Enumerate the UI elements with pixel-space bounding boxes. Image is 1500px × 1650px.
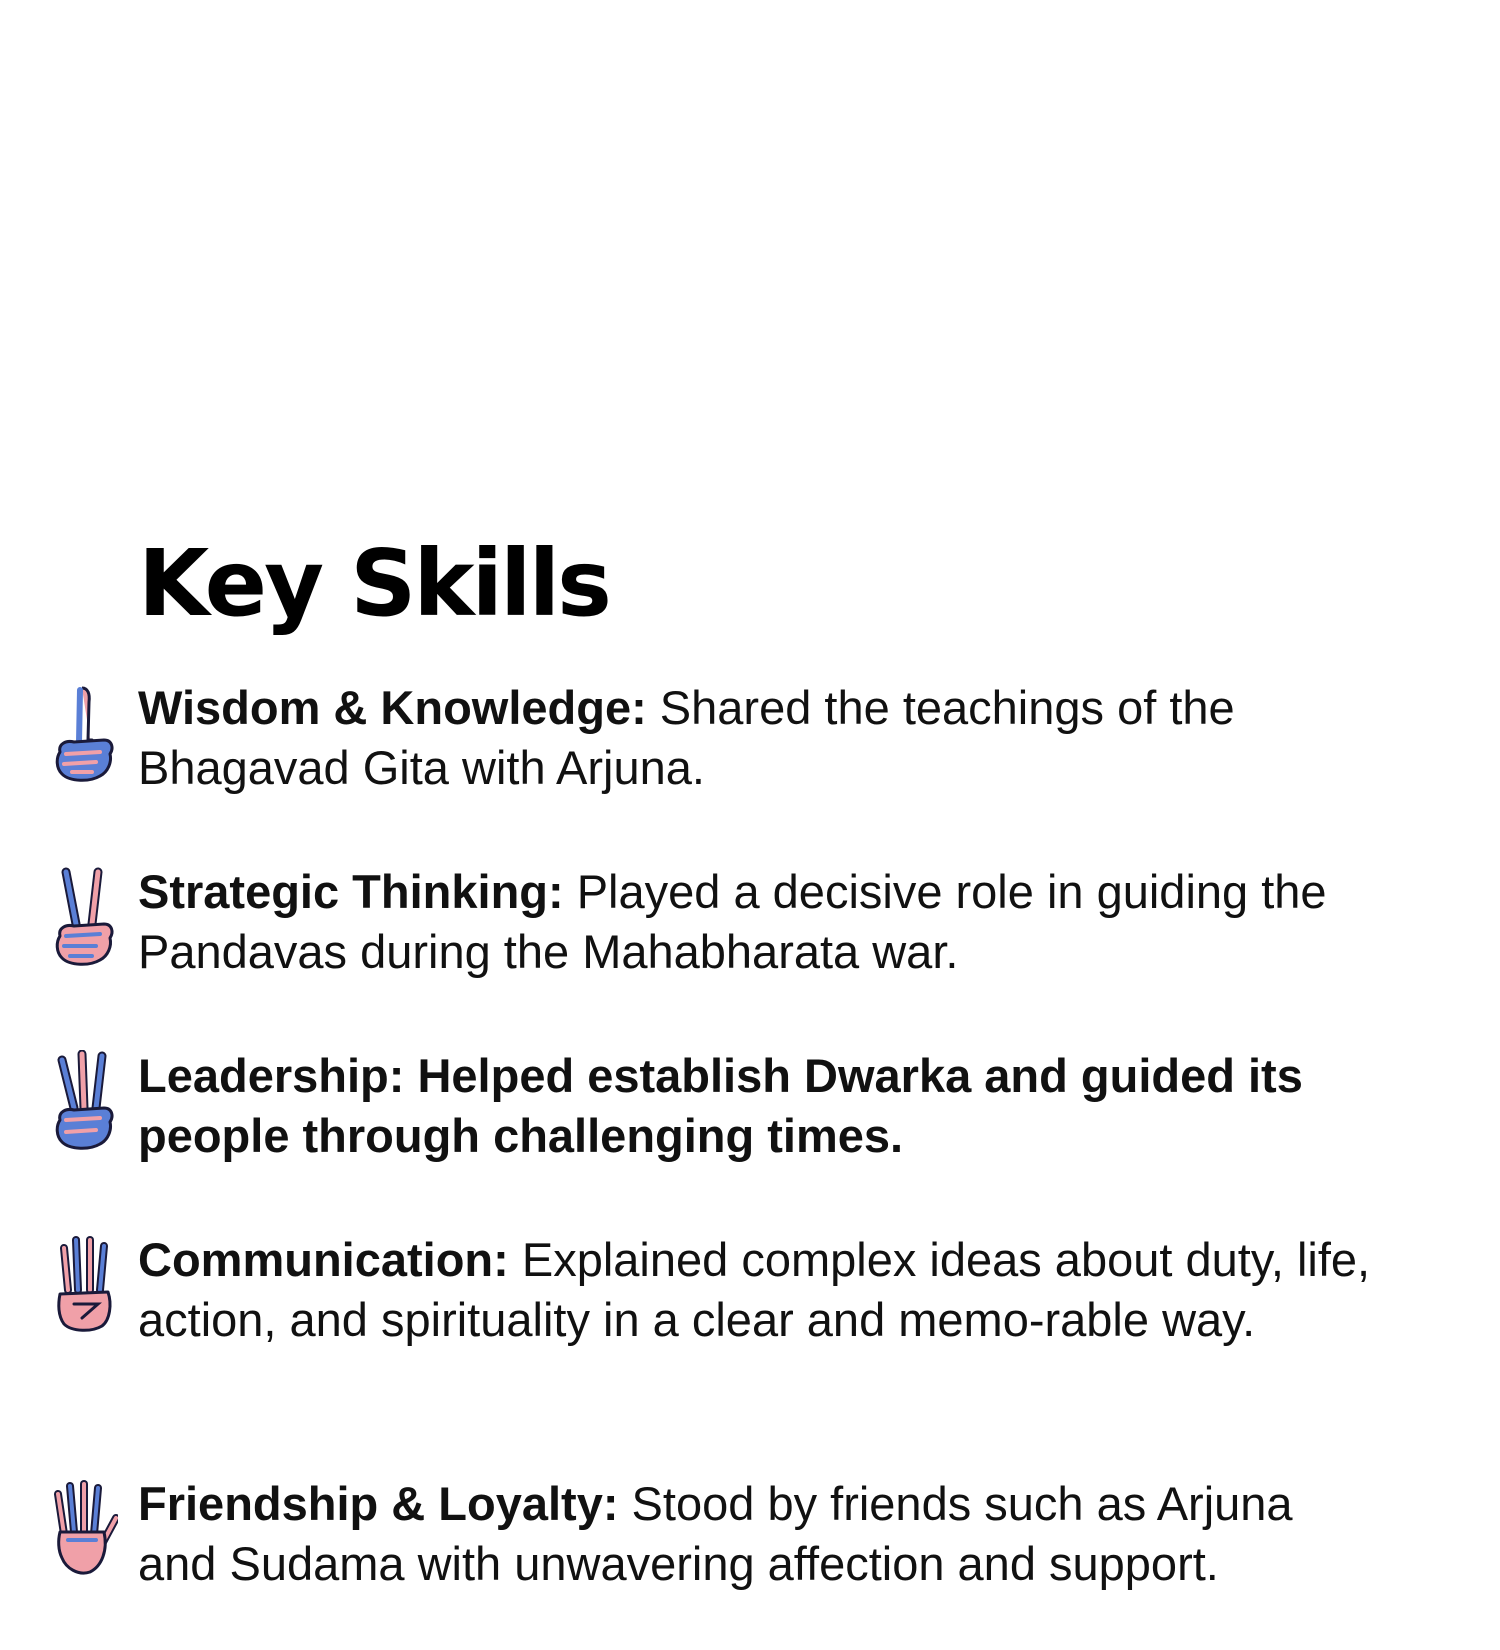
skill-heading: Leadership:	[138, 1049, 405, 1102]
skill-description: Played a decisive role in guiding the Pandavas during the Mahabharata war.	[138, 865, 1327, 978]
open-hand-icon	[52, 1478, 118, 1586]
skill-heading: Friendship & Loyalty:	[138, 1477, 619, 1530]
skill-text	[138, 862, 1378, 982]
page-title: Key Skills	[138, 530, 609, 637]
skill-text	[138, 678, 1378, 798]
skill-text	[138, 1046, 1378, 1166]
skill-description: Shared the teachings of the Bhagavad Gita with Arjuna.	[138, 681, 1235, 794]
skill-heading: Wisdom & Knowledge:	[138, 681, 647, 734]
skill-text	[138, 1474, 1378, 1594]
three-finger-hand-icon	[52, 1050, 118, 1158]
skill-description: Explained complex ideas about duty, life, action, and spirituality in a clear and memo-rable way.	[138, 1233, 1371, 1346]
skill-heading: Strategic Thinking:	[138, 865, 564, 918]
four-finger-hand-icon	[52, 1234, 118, 1342]
skill-description: Stood by friends such as Arjuna and Sudama with unwavering affection and support.	[138, 1477, 1293, 1590]
skill-text	[138, 1230, 1378, 1350]
skill-heading: Communication:	[138, 1233, 509, 1286]
two-finger-hand-icon	[52, 866, 118, 974]
skill-description: Helped establish Dwarka and guided its people through challenging times.	[138, 1049, 1303, 1162]
one-finger-hand-icon	[52, 682, 118, 790]
